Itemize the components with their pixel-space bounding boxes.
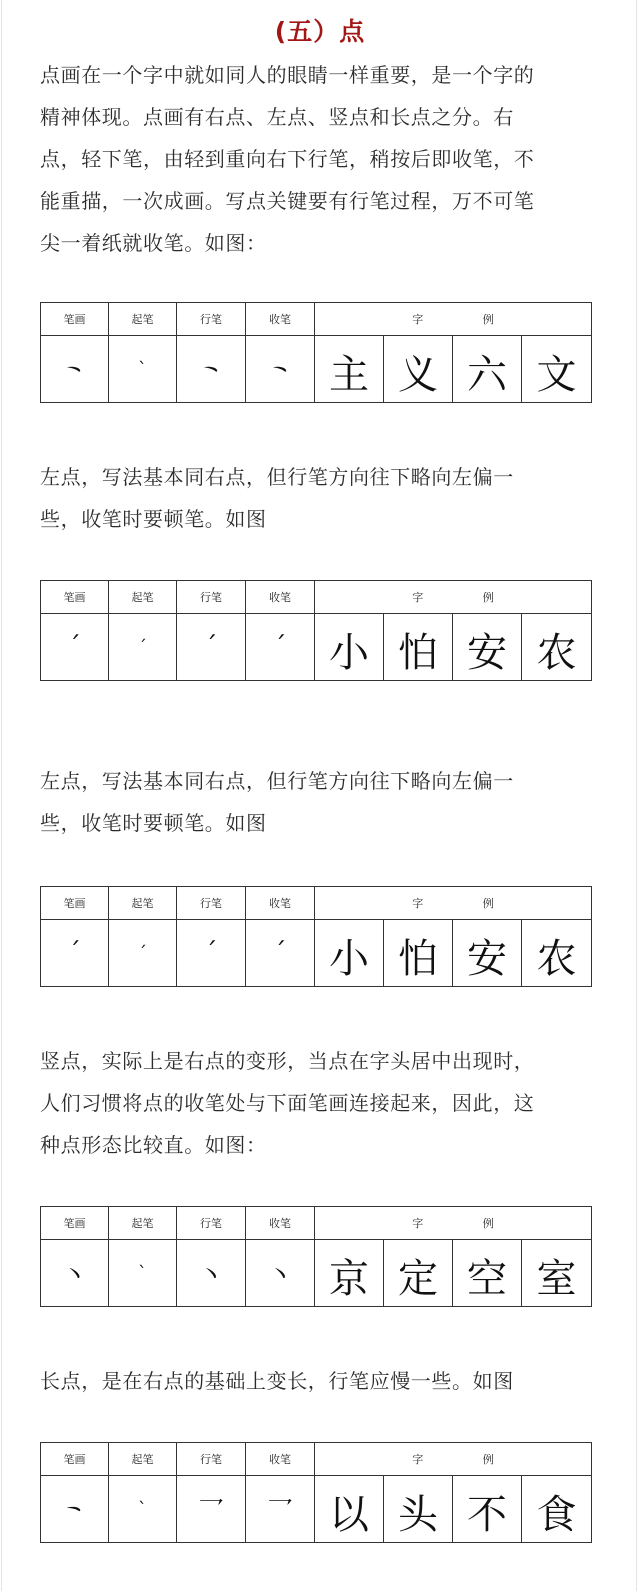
header-move: 行笔: [177, 1443, 246, 1476]
stroke-cell: [246, 1476, 315, 1543]
table-header-row: [41, 581, 592, 614]
stroke-cell: [246, 336, 315, 403]
header-examples: [315, 581, 592, 614]
stroke-glyph: ˊ: [138, 636, 147, 658]
stroke-cell: [177, 920, 246, 987]
header-examples: [315, 1443, 592, 1476]
char-cell: [453, 336, 522, 403]
header-move: 行笔: [177, 303, 246, 336]
stroke-cell: [109, 336, 177, 403]
char-cell: [453, 1476, 522, 1543]
example-char: 空: [467, 1255, 507, 1302]
table-row: [41, 336, 592, 403]
char-cell: [315, 336, 384, 403]
char-cell: [384, 920, 453, 987]
example-char: 食: [536, 1491, 577, 1538]
stroke-glyph: 丶: [56, 351, 95, 391]
text-line: 些，收笔时要顿笔。如图: [40, 811, 267, 835]
stroke-glyph: 丶: [193, 351, 232, 391]
paragraph-left-dot: [40, 456, 600, 540]
char-cell: [384, 336, 453, 403]
char-cell: [522, 1240, 592, 1307]
header-move: 行笔: [177, 581, 246, 614]
text-line: 些，收笔时要顿笔。如图: [40, 507, 267, 531]
stroke-table-long-dot: [40, 1442, 592, 1543]
stroke-cell: [109, 614, 177, 681]
stroke-glyph: 丶: [266, 1260, 293, 1291]
stroke-table-right-dot: [40, 302, 592, 403]
text-line: 左点，写法基本同右点，但行笔方向往下略向左偏一: [40, 769, 514, 793]
stroke-cell: [246, 920, 315, 987]
stroke-cell: [41, 614, 109, 681]
header-finish: 收笔: [246, 887, 315, 920]
char-cell: [453, 1240, 522, 1307]
example-char: 农: [536, 935, 577, 982]
stroke-glyph: 丶: [61, 1260, 88, 1291]
header-examples-2: 例: [482, 591, 494, 604]
stroke-cell: [41, 336, 109, 403]
stroke-glyph: 丶: [56, 1491, 96, 1531]
char-cell: [315, 614, 384, 681]
stroke-cell: [246, 614, 315, 681]
char-cell: [522, 1476, 592, 1543]
paragraph-left-dot-repeat: [40, 760, 600, 844]
stroke-glyph: 丶: [262, 351, 301, 391]
stroke-cell: [177, 336, 246, 403]
header-move: 行笔: [177, 1207, 246, 1240]
section-title: (五）点: [274, 17, 366, 46]
char-cell: [453, 920, 522, 987]
table-row: [41, 1476, 592, 1543]
stroke-glyph: ˊ: [68, 632, 81, 662]
header-examples-1: 字: [412, 591, 424, 604]
table-header-row: [41, 887, 592, 920]
stroke-glyph: ˊ: [273, 938, 287, 968]
char-cell: [315, 920, 384, 987]
stroke-glyph: `: [138, 1498, 147, 1520]
header-stroke: 笔画: [41, 1207, 109, 1240]
text-line: 能重描，一次成画。写点关键要有行笔过程，万不可笔: [40, 189, 535, 213]
example-char: 以: [329, 1491, 369, 1538]
table-row: [41, 614, 592, 681]
char-cell: [384, 1240, 453, 1307]
table-row: [41, 1240, 592, 1307]
char-cell: [522, 920, 592, 987]
example-char: 文: [536, 351, 577, 398]
header-examples-1: 字: [412, 1217, 424, 1230]
header-start: 起笔: [109, 887, 177, 920]
header-examples-1: 字: [412, 897, 424, 910]
header-start: 起笔: [109, 303, 177, 336]
stroke-cell: [246, 1240, 315, 1307]
text-line: 长点，是在右点的基础上变长，行笔应慢一些。如图: [40, 1369, 514, 1393]
paragraph-right-dot: [40, 54, 600, 264]
stroke-cell: [177, 1476, 246, 1543]
header-finish: 收笔: [246, 581, 315, 614]
stroke-cell: [177, 1240, 246, 1307]
char-cell: [522, 336, 592, 403]
header-examples: [315, 1207, 592, 1240]
example-char: 六: [467, 351, 507, 398]
char-cell: [453, 614, 522, 681]
stroke-glyph: 乛: [266, 1496, 293, 1527]
header-start: 起笔: [109, 1207, 177, 1240]
text-line: 点，轻下笔，由轻到重向右下行笔，稍按后即收笔，不: [40, 147, 535, 171]
stroke-cell: [109, 920, 177, 987]
char-cell: [522, 614, 592, 681]
stroke-table-left-dot: [40, 580, 592, 681]
char-cell: [315, 1476, 384, 1543]
stroke-table-vertical-dot: [40, 1206, 592, 1307]
text-line: 竖点，实际上是右点的变形，当点在字头居中出现时，: [40, 1049, 535, 1073]
stroke-table-left-dot-repeat: [40, 886, 592, 987]
stroke-glyph: ˊ: [204, 632, 218, 662]
stroke-glyph: `: [138, 1262, 147, 1284]
example-char: 义: [398, 351, 438, 398]
stroke-cell: [41, 920, 109, 987]
header-examples-1: 字: [412, 1453, 424, 1466]
example-char: 怕: [398, 629, 438, 676]
example-char: 安: [467, 935, 507, 982]
example-char: 头: [398, 1491, 438, 1538]
header-stroke: 笔画: [41, 1443, 109, 1476]
char-cell: [315, 1240, 384, 1307]
char-cell: [384, 614, 453, 681]
stroke-glyph: ˊ: [204, 938, 218, 968]
example-char: 小: [329, 629, 369, 676]
header-stroke: 笔画: [41, 581, 109, 614]
header-stroke: 笔画: [41, 887, 109, 920]
stroke-cell: [109, 1240, 177, 1307]
stroke-cell: [109, 1476, 177, 1543]
header-finish: 收笔: [246, 1443, 315, 1476]
table-header-row: [41, 1207, 592, 1240]
example-char: 室: [536, 1255, 577, 1302]
example-char: 农: [536, 629, 577, 676]
header-examples-1: 字: [412, 313, 424, 326]
table-header-row: [41, 1443, 592, 1476]
example-char: 京: [329, 1255, 369, 1302]
text-line: 尖一着纸就收笔。如图：: [40, 231, 267, 255]
header-start: 起笔: [109, 1443, 177, 1476]
header-start: 起笔: [109, 581, 177, 614]
text-line: 人们习惯将点的收笔处与下面笔画连接起来，因此，这: [40, 1091, 535, 1115]
stroke-glyph: ˊ: [273, 632, 287, 662]
stroke-glyph: 乛: [197, 1496, 224, 1527]
example-char: 小: [329, 935, 369, 982]
stroke-glyph: ˊ: [68, 938, 81, 968]
stroke-cell: [41, 1476, 109, 1543]
header-move: 行笔: [177, 887, 246, 920]
char-cell: [384, 1476, 453, 1543]
example-char: 怕: [398, 935, 438, 982]
stroke-cell: [177, 614, 246, 681]
header-examples-2: 例: [482, 1453, 494, 1466]
header-examples-2: 例: [482, 313, 494, 326]
table-row: [41, 920, 592, 987]
stroke-glyph: `: [138, 358, 147, 380]
header-examples: [315, 303, 592, 336]
text-line: 点画在一个字中就如同人的眼睛一样重要，是一个字的: [40, 63, 535, 87]
example-char: 安: [467, 629, 507, 676]
header-examples: [315, 887, 592, 920]
header-stroke: 笔画: [41, 303, 109, 336]
text-line: 精神体现。点画有右点、左点、竖点和长点之分。右: [40, 105, 514, 129]
header-finish: 收笔: [246, 1207, 315, 1240]
paragraph-long-dot: [40, 1360, 600, 1402]
example-char: 定: [398, 1255, 438, 1302]
example-char: 主: [329, 351, 369, 398]
example-char: 不: [467, 1491, 507, 1538]
table-header-row: [41, 303, 592, 336]
text-line: 左点，写法基本同右点，但行笔方向往下略向左偏一: [40, 465, 514, 489]
header-examples-2: 例: [482, 1217, 494, 1230]
paragraph-vertical-dot: [40, 1040, 600, 1166]
header-examples-2: 例: [482, 897, 494, 910]
header-finish: 收笔: [246, 303, 315, 336]
text-line: 种点形态比较直。如图：: [40, 1133, 267, 1157]
stroke-glyph: 丶: [197, 1260, 224, 1291]
stroke-glyph: ˊ: [138, 942, 147, 964]
stroke-cell: [41, 1240, 109, 1307]
